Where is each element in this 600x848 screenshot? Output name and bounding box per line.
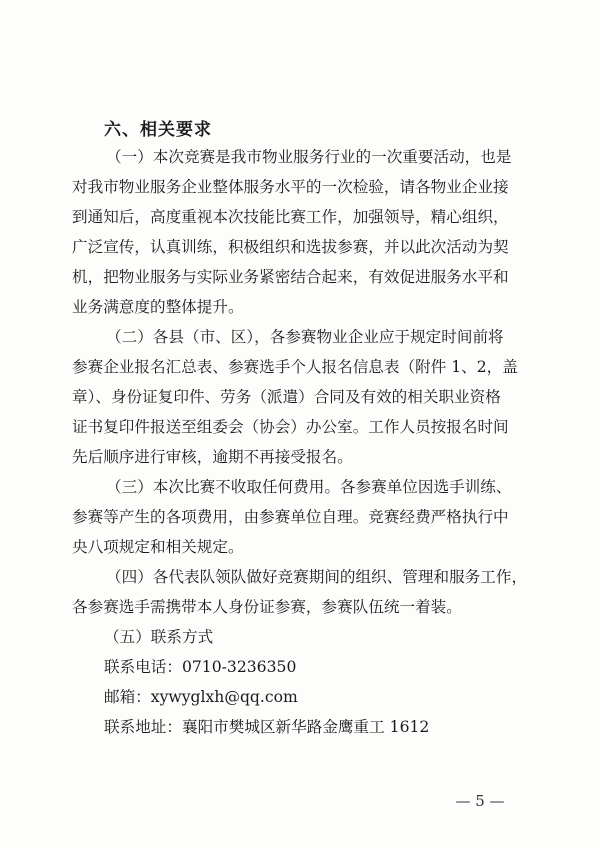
contact-email: 邮箱：xywyglxh@qq.com [104,688,298,706]
section2-line-2: 参赛企业报名汇总表、参赛选手个人报名信息表（附件 1、2，盖 [72,358,518,376]
section2-line-3: 章）、身份证复印件、劳务（派遣）合同及有效的相关职业资格 [72,388,501,406]
section5-title: （五）联系方式 [104,628,214,646]
section2-line-4: 证书复印件报送至组委会（协会）办公室。工作人员按报名时间 [72,418,509,436]
section1-line-1: （一）本次竞赛是我市物业服务行业的一次重要活动，也是 [106,148,512,166]
section3-line-1: （三）本次比赛不收取任何费用。各参赛单位因选手训练、 [106,478,512,496]
section2-line-5: 先后顺序进行审核，逾期不再接受报名。 [72,448,353,466]
section3-line-2: 参赛等产生的各项费用，由参赛单位自理。竞赛经费严格执行中 [72,508,509,526]
section-heading: 六、相关要求 [104,120,212,140]
page-number: — 5 — [455,792,505,810]
section1-line-2: 对我市物业服务企业整体服务水平的一次检验，请各物业企业接 [72,178,509,196]
section4-line-1: （四）各代表队领队做好竞赛期间的组织、管理和服务工作， [106,568,528,586]
section2-line-1: （二）各县（市、区），各参赛物业企业应于规定时间前将 [106,328,504,346]
section4-line-2: 各参赛选手需携带本人身份证参赛，参赛队伍统一着装。 [72,598,462,616]
contact-phone: 联系电话：0710-3236350 [104,658,297,676]
section3-line-3: 央八项规定和相关规定。 [72,538,244,556]
section1-line-3: 到通知后，高度重视本次技能比赛工作，加强领导，精心组织， [72,208,509,226]
section1-line-4: 广泛宣传，认真训练，积极组织和选拔参赛，并以此次活动为契 [72,238,509,256]
section1-line-5: 机，把物业服务与实际业务紧密结合起来，有效促进服务水平和 [72,268,509,286]
contact-address: 联系地址：襄阳市樊城区新华路金鹰重工 1612 [104,718,430,736]
section1-line-6: 业务满意度的整体提升。 [72,298,244,316]
